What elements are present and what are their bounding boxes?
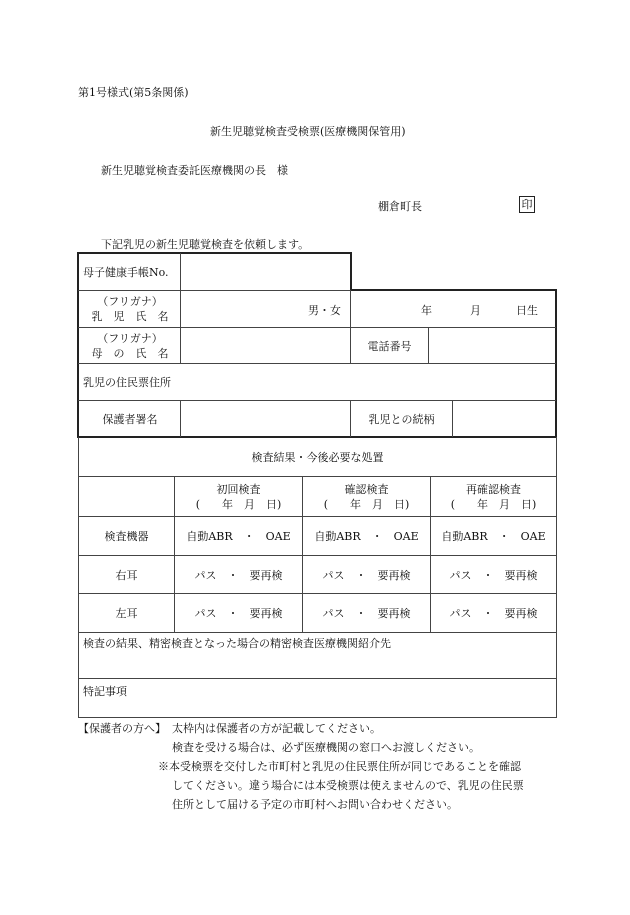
row-label-device [79, 517, 174, 555]
infant-name-field[interactable] [181, 291, 301, 327]
infant-name-label [80, 291, 180, 327]
referral-field[interactable] [79, 650, 556, 678]
col-title: 再確認検査 [466, 482, 521, 496]
device-option-reconfirm[interactable] [431, 517, 556, 555]
left-ear-option-initial[interactable] [175, 594, 302, 632]
border-step [350, 252, 352, 291]
infant-name-label-text: 乳 児 氏 名 [91, 310, 169, 323]
guardian-signature-field[interactable] [181, 401, 349, 436]
col-date: ( 年 月 日) [195, 497, 282, 511]
request-text: 下記乳児の新生児聴覚検査を依頼します。 [101, 238, 310, 251]
row-label-left-ear [79, 594, 174, 632]
option-text: パス ・ 要再検 [449, 607, 538, 620]
option-text: 自動ABR ・ OAE [186, 530, 291, 543]
footer-line: 検査を受ける場合は、必ず医療機関の窓口へお渡しください。 [172, 741, 480, 754]
row-label-text: 右耳 [115, 568, 138, 582]
footer-line: してください。違う場合には本受検票は使えませんので、乳児の住民票 [172, 779, 524, 792]
furigana-label: （フリガナ） [97, 331, 163, 345]
phone-label [351, 328, 428, 363]
col-date: ( 年 月 日) [323, 497, 410, 511]
border-left [77, 252, 79, 438]
option-text: パス ・ 要再検 [194, 607, 283, 620]
col-title: 初回検査 [216, 482, 261, 496]
option-text: パス ・ 要再検 [322, 607, 411, 620]
option-text: 自動ABR ・ OAE [441, 530, 546, 543]
furigana-label: （フリガナ） [97, 295, 163, 308]
form-number: 第1号様式(第5条関係) [78, 86, 189, 99]
mother-name-field[interactable] [181, 328, 349, 363]
address-label-text: 乳児の住民票住所 [83, 376, 171, 389]
footer-line: 住所として届ける予定の市町村へお問い合わせください。 [172, 798, 458, 811]
page-title: 新生児聴覚検査受検票(医療機関保管用) [210, 125, 406, 138]
option-text: パス ・ 要再検 [449, 568, 538, 582]
right-ear-option-initial[interactable] [175, 556, 302, 593]
right-ear-option-reconfirm[interactable] [431, 556, 556, 593]
handbook-label [83, 254, 179, 290]
device-option-confirm[interactable] [303, 517, 430, 555]
mother-name-label [80, 328, 180, 363]
notes-label: 特記事項 [83, 685, 127, 698]
footer-prefix: 【保護者の方へ】 [78, 722, 166, 735]
row-label-text: 検査機器 [104, 530, 149, 543]
referral-label: 検査の結果、精密検査となった場合の精密検査医療機関紹介先 [83, 637, 391, 650]
guardian-label-text: 保護者署名 [102, 412, 158, 426]
left-ear-option-confirm[interactable] [303, 594, 430, 632]
gender-options[interactable]: 男・女 [308, 304, 341, 317]
dob-year: 年 [421, 304, 432, 317]
relation-field[interactable] [453, 401, 555, 436]
footer-notes-warning [158, 757, 524, 814]
results-heading [79, 438, 556, 476]
results-border-bottom [78, 717, 557, 718]
col-title: 確認検査 [344, 482, 389, 496]
phone-field[interactable] [429, 328, 555, 363]
right-ear-option-confirm[interactable] [303, 556, 430, 593]
results-heading-text: 検査結果・今後必要な処置 [251, 451, 384, 464]
notes-field[interactable] [79, 697, 556, 717]
guardian-label [80, 401, 180, 436]
option-text: パス ・ 要再検 [194, 568, 283, 582]
option-text: パス ・ 要再検 [322, 568, 411, 582]
footer-notes [172, 719, 480, 757]
col-header-confirm [303, 477, 430, 516]
border-top-right [350, 289, 556, 291]
row-divider [78, 632, 557, 633]
relation-label-text: 乳児との続柄 [368, 412, 435, 426]
results-border-right [556, 437, 557, 718]
dob-day: 日生 [516, 304, 538, 317]
row-label-text: 左耳 [115, 607, 138, 620]
row-label-right-ear [79, 556, 174, 593]
issuer: 棚倉町長 [378, 200, 422, 213]
seal-text: 印 [521, 198, 533, 211]
handbook-field[interactable] [181, 254, 349, 290]
relation-label [351, 401, 452, 436]
seal-mark [519, 196, 535, 213]
handbook-label-text: 母子健康手帳No. [83, 266, 169, 279]
col-header-initial [175, 477, 302, 516]
addressee: 新生児聴覚検査委託医療機関の長 様 [101, 164, 288, 177]
mother-name-label-text: 母 の 氏 名 [91, 346, 169, 360]
footer-line: ※本受検票を交付した市町村と乳児の住民票住所が同じであることを確認 [158, 760, 521, 773]
dob-month: 月 [470, 304, 481, 317]
footer-line: 太枠内は保護者の方が記載してください。 [172, 722, 381, 735]
row-divider [78, 678, 557, 679]
left-ear-option-reconfirm[interactable] [431, 594, 556, 632]
option-text: 自動ABR ・ OAE [314, 530, 419, 543]
device-option-initial[interactable] [175, 517, 302, 555]
col-header-reconfirm [431, 477, 556, 516]
address-field[interactable] [181, 364, 555, 400]
phone-label-text: 電話番号 [367, 339, 412, 353]
address-label [83, 364, 183, 400]
col-date: ( 年 月 日) [450, 497, 537, 511]
